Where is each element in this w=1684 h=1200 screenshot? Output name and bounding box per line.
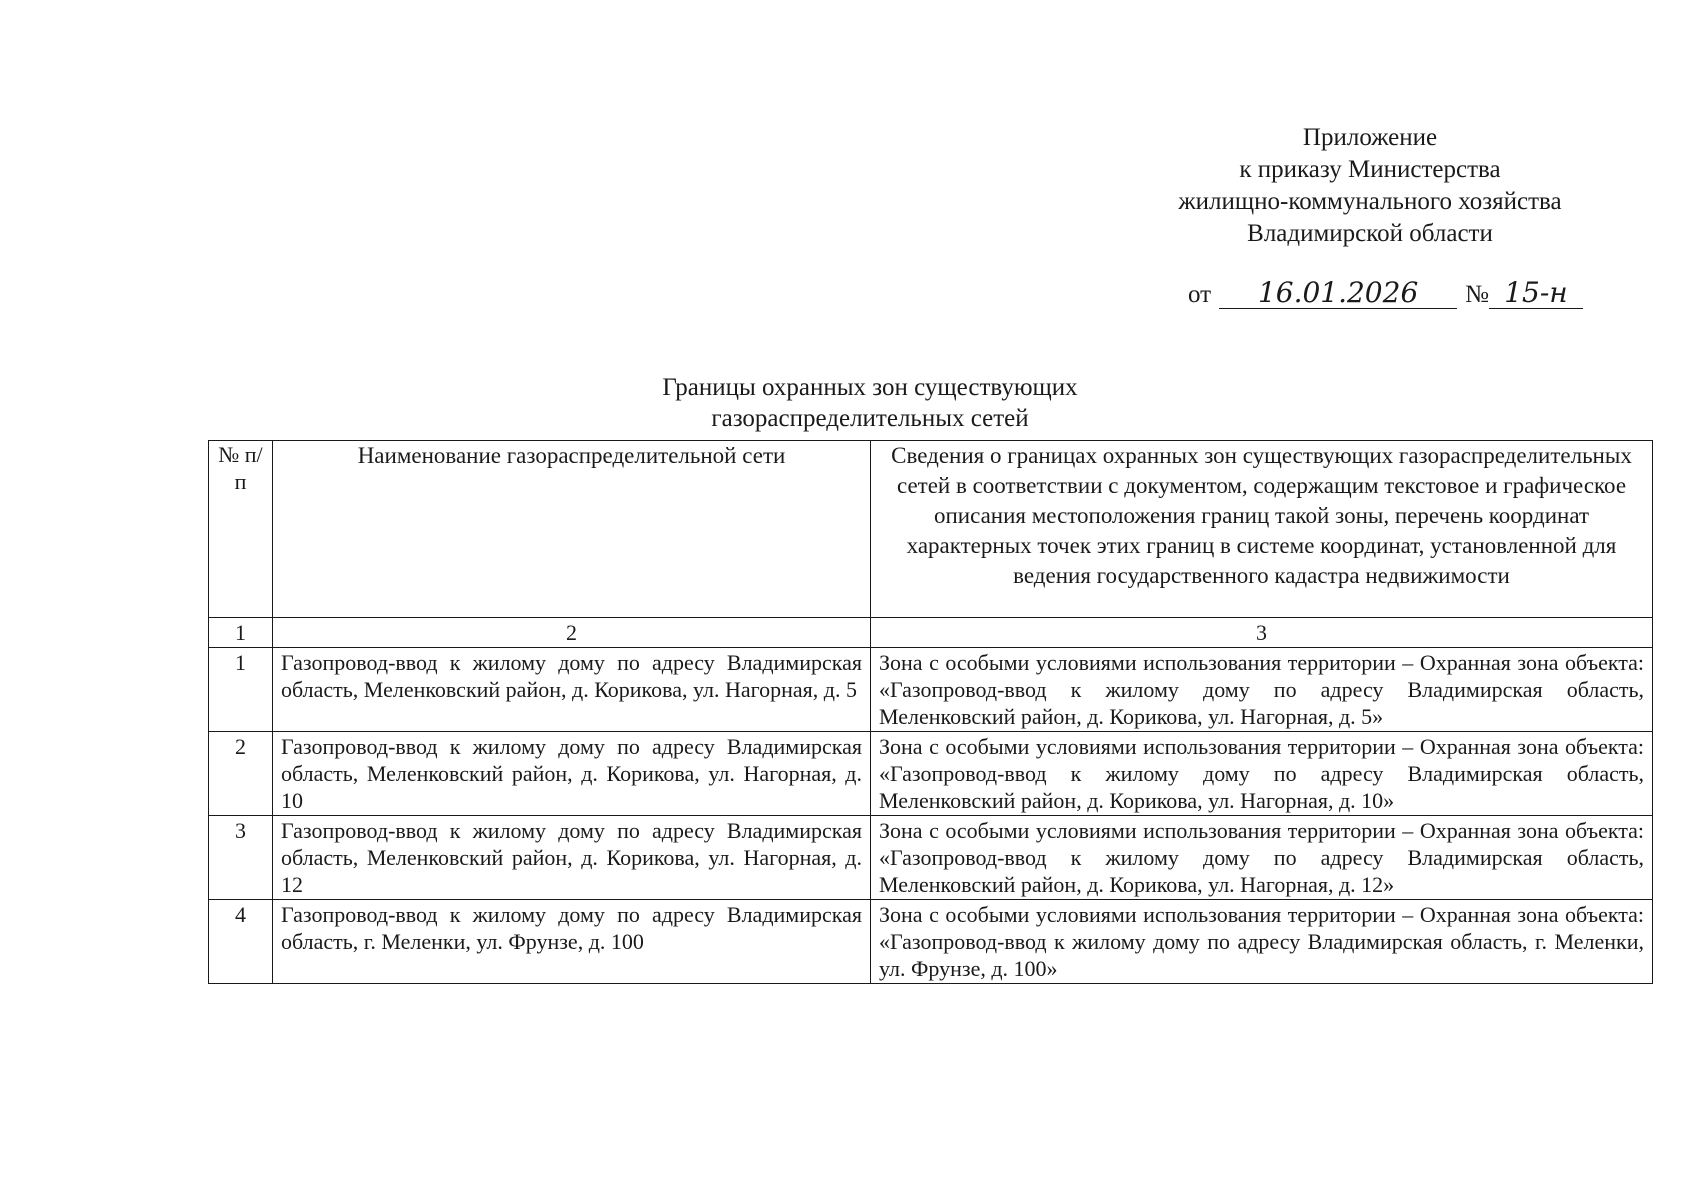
network-name: Газопровод-ввод к жилому дому по адресу Владимирская область, г. Меленки, ул. Фрунзе, д. 100 xyxy=(273,900,871,984)
zone-info: Зона с особыми условиями использования территории – Охранная зона объекта: «Газопровод-ввод к жилому дому по адресу Владимирская область, г. Меленки, ул. Фрунзе, д. 100» xyxy=(871,900,1653,984)
appendix-line: Приложение xyxy=(1302,124,1438,151)
appendix-line: Владимирской области xyxy=(1247,220,1493,247)
appendix-block xyxy=(1120,122,1620,250)
order-from-label: от xyxy=(1188,281,1212,308)
row-number: 3 xyxy=(209,816,273,900)
order-number: 15-н xyxy=(1489,278,1583,309)
order-number-label: № xyxy=(1465,281,1489,308)
row-number: 1 xyxy=(209,648,273,732)
table-row xyxy=(209,648,1653,732)
column-number-row xyxy=(209,618,1653,648)
document-title xyxy=(560,372,1180,434)
table-header-row xyxy=(209,441,1653,618)
column-number: 1 xyxy=(209,618,273,648)
document-title-line: газораспределительных сетей xyxy=(711,405,1029,432)
row-number: 2 xyxy=(209,732,273,816)
column-number: 3 xyxy=(871,618,1653,648)
network-name: Газопровод-ввод к жилому дому по адресу Владимирская область, Меленковский район, д. Корикова, ул. Нагорная, д. 12 xyxy=(273,816,871,900)
column-number: 2 xyxy=(273,618,871,648)
zone-info: Зона с особыми условиями использования территории – Охранная зона объекта: «Газопровод-ввод к жилому дому по адресу Владимирская область, Меленковский район, д. Корикова, ул. Нагорная, д. 12» xyxy=(871,816,1653,900)
table-row xyxy=(209,816,1653,900)
table-row xyxy=(209,732,1653,816)
network-name: Газопровод-ввод к жилому дому по адресу Владимирская область, Меленковский район, д. Корикова, ул. Нагорная, д. 10 xyxy=(273,732,871,816)
document-title-line: Границы охранных зон существующих xyxy=(662,374,1078,401)
header-zone-info: Сведения о границах охранных зон существующих газораспределительных сетей в соответствии с документом, содержащим текстовое и графическое описания местоположения границ такой зоны, перечень координат характерных точек этих границ в системе координат, установленной для ведения государственного кадастра недвижимости xyxy=(871,441,1653,618)
zone-info: Зона с особыми условиями использования территории – Охранная зона объекта: «Газопровод-ввод к жилому дому по адресу Владимирская область, Меленковский район, д. Корикова, ул. Нагорная, д. 10» xyxy=(871,732,1653,816)
header-network-name: Наименование газораспределительной сети xyxy=(273,441,871,618)
header-number: № п/п xyxy=(209,441,273,618)
appendix-line: к приказу Министерства xyxy=(1239,156,1501,183)
appendix-line: жилищно-коммунального хозяйства xyxy=(1178,188,1562,215)
network-name: Газопровод-ввод к жилому дому по адресу Владимирская область, Меленковский район, д. Корикова, ул. Нагорная, д. 5 xyxy=(273,648,871,732)
order-reference xyxy=(1188,278,1583,312)
row-number: 4 xyxy=(209,900,273,984)
zone-info: Зона с особыми условиями использования территории – Охранная зона объекта: «Газопровод-ввод к жилому дому по адресу Владимирская область, Меленковский район, д. Корикова, ул. Нагорная, д. 5» xyxy=(871,648,1653,732)
order-date: 16.01.2026 xyxy=(1219,278,1457,309)
table-row xyxy=(209,900,1653,984)
protection-zones-table xyxy=(208,440,1653,984)
